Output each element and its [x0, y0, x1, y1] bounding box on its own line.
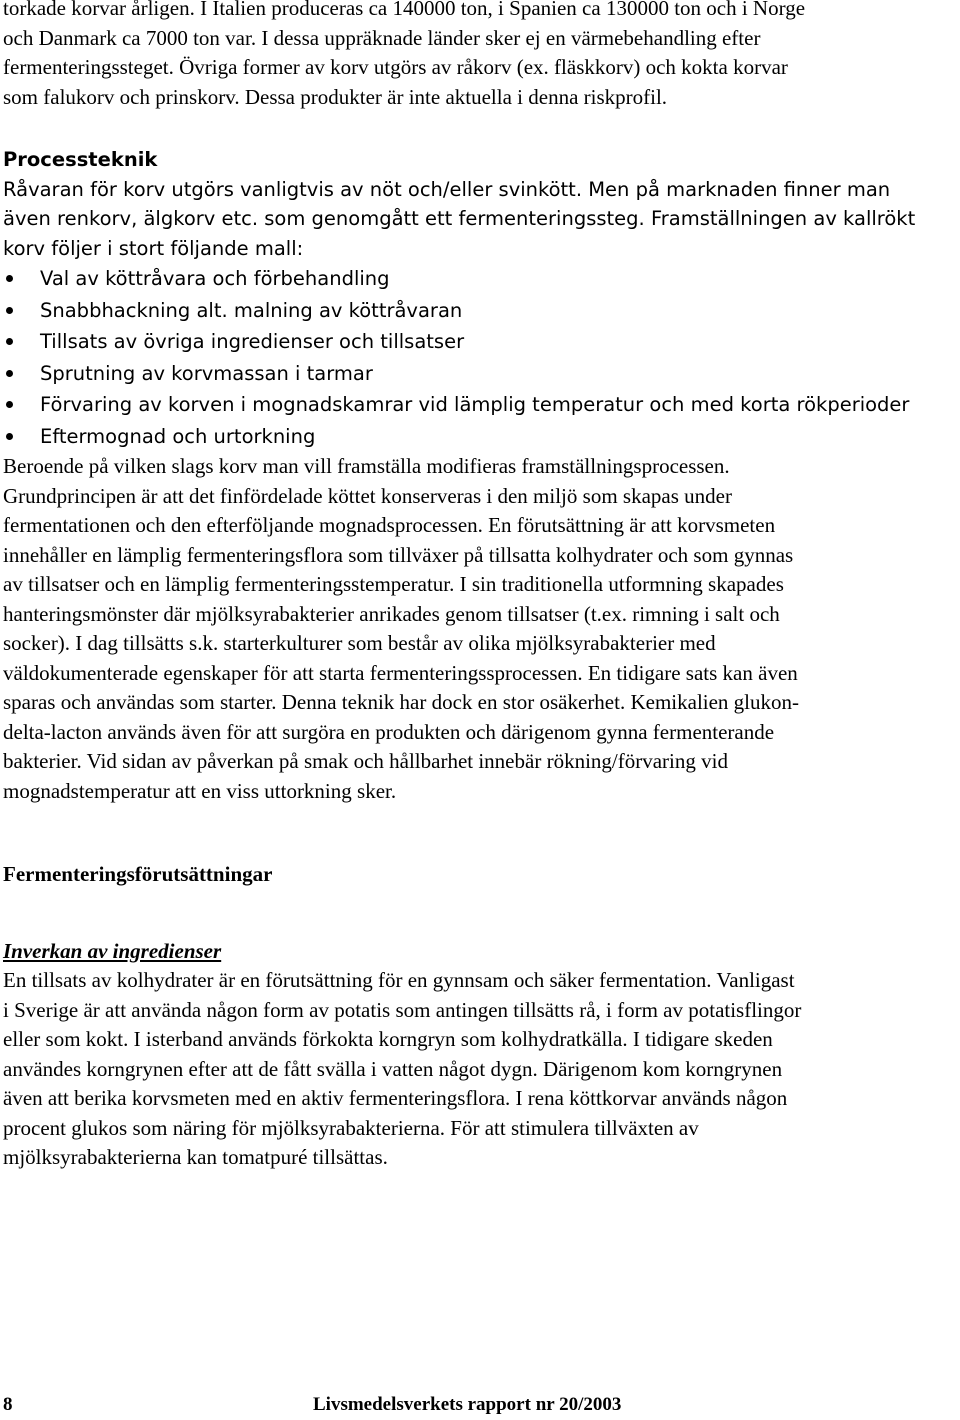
- processteknik-intro-paragraph: [3, 175, 957, 264]
- intro-line: torkade korvar årligen. I Italien produceras ca 140000 ton, i Spanien ca 130000 ton och i Norge: [3, 0, 806, 20]
- bullet-icon: [6, 275, 13, 282]
- process-step: [3, 421, 957, 453]
- body-line: hanteringsmönster där mjölksyrabakterier anrikades genom tillsatser (t.ex. rimning i salt och: [3, 601, 780, 626]
- process-step-text: Tillsats av övriga ingredienser och tillsatser: [40, 330, 465, 353]
- inverkan-line: procent glukos som näring för mjölksyrabakterierna. För att stimulera tillväxten av: [3, 1115, 699, 1140]
- body-line: sparas och användas som starter. Denna teknik har dock en stor osäkerhet. Kemikalien glukon-: [3, 690, 800, 714]
- inverkan-line: användes korngrynen efter att de fått svälla i vatten något dygn. Därigenom kom korngrynen: [3, 1056, 783, 1081]
- inverkan-line: i Sverige är att använda någon form av potatis som antingen tillsätts rå, i form av potatisflingor: [3, 997, 802, 1022]
- body-line: mognadstemperatur att en viss uttorkning sker.: [3, 778, 397, 803]
- process-step: [3, 263, 957, 295]
- inverkan-heading: Inverkan av ingredienser: [3, 938, 222, 963]
- inverkan-line: En tillsats av kolhydrater är en förutsättning för en gynnsam och säker fermentation. Vanligast: [3, 968, 795, 992]
- processteknik-heading: Processteknik: [3, 148, 158, 171]
- process-step: [3, 389, 957, 421]
- body-line: väldokumenterade egenskaper för att starta fermenteringssprocessen. En tidigare sats kan även: [3, 660, 798, 685]
- fermenteringsforutsattningar-heading: Fermenteringsförutsättningar: [3, 862, 273, 886]
- intro-paragraph: [3, 0, 957, 112]
- process-step: [3, 326, 957, 358]
- processteknik-line: korv följer i stort följande mall:: [3, 236, 304, 260]
- bullet-icon: [6, 370, 13, 377]
- inverkan-line: även att berika korvsmeten med en aktiv fermenteringsflora. I rena köttkorvar används någon: [3, 1086, 788, 1110]
- page-number: 8: [3, 1394, 13, 1415]
- bullet-icon: [6, 433, 13, 440]
- processteknik-body-paragraph: [3, 452, 957, 806]
- page-footer: [3, 1390, 957, 1418]
- body-line: av tillsatser och en lämplig fermenteringsstemperatur. I sin traditionella utformning skapades: [3, 572, 784, 596]
- intro-line: fermenteringssteget. Övriga former av korv utgörs av råkorv (ex. fläskkorv) och kokta korvar: [3, 55, 788, 79]
- process-step: [3, 358, 957, 390]
- bullet-icon: [6, 338, 13, 345]
- intro-line: som falukorv och prinskorv. Dessa produkter är inte aktuella i denna riskprofil.: [3, 84, 668, 109]
- intro-line: och Danmark ca 7000 ton var. I dessa uppräknade länder sker ej en värmebehandling efter: [3, 25, 761, 50]
- process-steps-list: [3, 263, 957, 452]
- report-title: Livsmedelsverkets rapport nr 20/2003: [313, 1394, 622, 1415]
- document-page: [3, 0, 957, 1173]
- inverkan-line: mjölksyrabakterierna kan tomatpuré tillsättas.: [3, 1145, 388, 1169]
- processteknik-line: även renkorv, älgkorv etc. som genomgått ett fermenteringssteg. Framställningen av kallrökt: [3, 207, 916, 230]
- process-step-text: Sprutning av korvmassan i tarmar: [40, 361, 373, 385]
- inverkan-line: eller som kokt. I isterband används förkokta korngryn som kolhydratkälla. I tidigare skeden: [3, 1027, 773, 1051]
- processteknik-line: Råvaran för korv utgörs vanligtvis av nöt och/eller svinkött. Men på marknaden finner man: [3, 177, 891, 201]
- bullet-icon: [6, 401, 13, 408]
- process-step-text: Eftermognad och urtorkning: [40, 424, 316, 448]
- body-line: innehåller en lämplig fermenteringsflora som tillväxer på tillsatta kolhydrater och som gynnas: [3, 542, 794, 567]
- process-step-text: Val av köttråvara och förbehandling: [40, 267, 390, 290]
- process-step-text: Förvaring av korven i mognadskamrar vid lämplig temperatur och med korta rökperioder: [40, 393, 910, 416]
- bullet-icon: [6, 307, 13, 314]
- body-line: delta-lacton används även för att surgöra en produkten och därigenom gynna fermenterande: [3, 719, 775, 744]
- body-line: socker). I dag tillsätts s.k. starterkulturer som består av olika mjölksyrabakterier med: [3, 631, 716, 655]
- process-step: [3, 295, 957, 327]
- body-line: Grundprincipen är att det finfördelade köttet konserveras i den miljö som skapas under: [3, 483, 732, 508]
- process-step-text: Snabbhackning alt. malning av köttråvaran: [40, 298, 463, 322]
- body-line: bakterier. Vid sidan av påverkan på smak och hållbarhet innebär rökning/förvaring vid: [3, 749, 728, 773]
- body-line: fermentationen och den efterföljande mognadsprocessen. En förutsättning är att korvsmeten: [3, 513, 776, 537]
- body-line: Beroende på vilken slags korv man vill framställa modifieras framställningsprocessen.: [3, 454, 730, 478]
- inverkan-paragraph: [3, 966, 957, 1173]
